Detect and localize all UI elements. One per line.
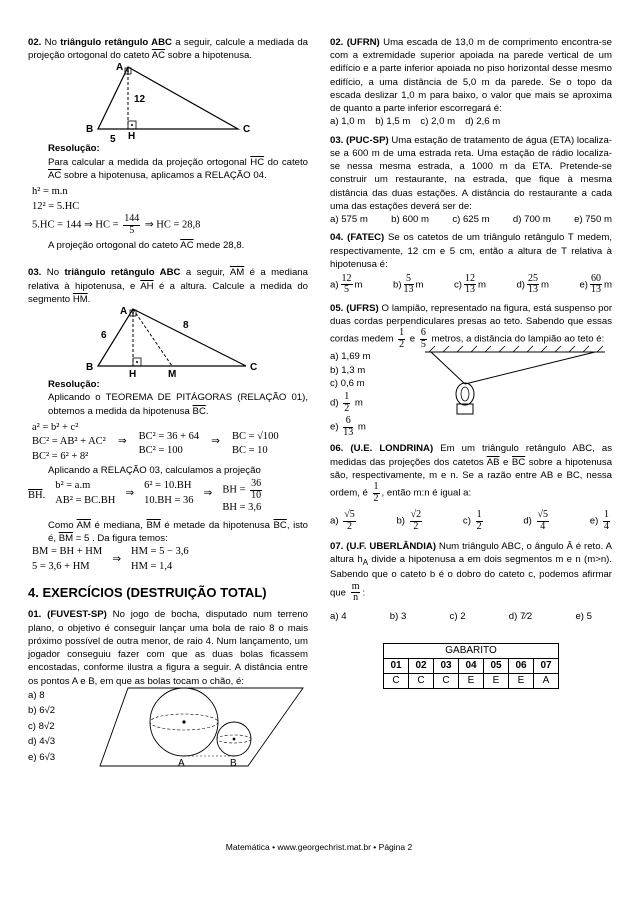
q03-resolution-text3: Como $\overline{AM}$ é mediana, $\overline{BM}$ é metade da hipotenusa $\overline{BC}$, isto é, $\overline{BM} = 5$ . Da figura temos: bbox=[48, 519, 308, 545]
e06-options: a) $\frac{√5}{2}$ b) $\frac{√2}{2}$ c) $\frac{1}{2}$ d) $\frac{√5}{4}$ e) $\frac{1}{4}$ bbox=[330, 509, 609, 532]
e07-options: a) 4 b) 3 c) 2 d) 7⁄2 e) 5 bbox=[330, 610, 592, 622]
e01-option-c: c) 8√2 bbox=[28, 720, 55, 732]
e01-label-B: B bbox=[230, 757, 237, 769]
q03-triangle-figure bbox=[28, 306, 308, 378]
gabarito-title: GABARITO bbox=[384, 643, 559, 658]
e05-lamp-figure bbox=[415, 338, 615, 418]
q02-triangle-figure bbox=[28, 62, 308, 142]
q03-label-A: A bbox=[120, 306, 128, 318]
q03-resolution-title: Resolução: bbox=[48, 379, 100, 391]
e01-option-b: b) 6√2 bbox=[28, 705, 56, 717]
page-footer: Matemática • www.georgechrist.mat.br • Página 2 bbox=[225, 842, 413, 852]
q02-label-C: C bbox=[243, 124, 251, 136]
q03-equations-1: a² = b² + c² BC² = AB² + AC² BC² = 6² + 8² ⇒ BC² = 36 + 64 BC² = 100 ⇒ BC = √100 BC = 10 bbox=[32, 421, 279, 462]
e04-options: a) $\frac{12}{5}$ m b) $\frac{5}{13}$ m c) $\frac{12}{13}$ m d) $\frac{25}{13}$ m e) $\frac{60}{13}$ m bbox=[330, 272, 612, 296]
e01-label-A: A bbox=[178, 757, 185, 769]
e07-statement: 07. (U.F. UBERLÂNDIA) Num triângulo ABC, o ângulo Â é reto. A altura $h_A$ divide a hipotenusa a em dois segmentos m e n (m>n). Sabendo que o cateto b é o dobro do cateto c, podemos afirmar que $\frac{m}{n}$ : bbox=[330, 541, 613, 604]
q03-triangle-svg bbox=[28, 306, 308, 378]
q03-label-C: C bbox=[250, 362, 258, 374]
e05-statement: 05. (UFRS) O lampião, representado na figura, está suspenso por duas cordas perpendiculares presas ao teto. Sabendo que essas cordas medem $\frac{1}{2}$ e $\frac{6}{5}$ metros, a distância do lampião ao teto é: bbox=[330, 302, 613, 350]
e01-statement: 01. (FUVEST-SP) No jogo de bocha, disputado num terreno plano, o objetivo é conseguir lançar uma bola de raio 8 o mais próximo possível de outra menor, de raio 4. Num lançamento, um jogador conseguiu fazer com que as duas bolas ficassem encostadas, conforme ilustra a figura a seguir. A distância entre os pontos A e B, em que as bolas tocam o chão, é: bbox=[28, 609, 309, 687]
q02-statement: 02. No triângulo retângulo ABC a seguir, calcule a mediada da projeção ortogonal do cateto $\overline{AC}$ sobre a hipotenusa. bbox=[28, 37, 308, 62]
e04-statement: 04. (FATEC) Se os catetos de um triângulo retângulo T medem, respectivamente, 12 cm e 5 cm, então a altura de T relativa à hipotenusa é: bbox=[330, 232, 612, 270]
q03-label-B: B bbox=[86, 362, 94, 374]
e01-option-e: e) 6√3 bbox=[28, 751, 56, 763]
q02-label-H: H bbox=[128, 131, 136, 143]
e06-statement: 06. (U.E. LONDRINA) Em um triângulo retângulo ABC, as medidas das projeções dos catetos $\overline{AB}$ e $\overline{BC}$ sobre a hipotenusa são, respectivamente, m e n. Se a razão entre AB e BC, nessa ordem, é $\frac{1}{2}$ , então m:n é igual a: bbox=[330, 443, 613, 504]
q02-label-A: A bbox=[116, 62, 124, 74]
e03-statement: 03. (PUC-SP) Uma estação de tratamento de água (ETA) localiza-se a 600 m de uma estrada reta. Uma estação de rádio localiza-se nessa mesma estrada, a 1000 m da ETA. Pretende-se construir um restaurante, na estrada, que fique à mesma distância das duas estações. A distância do restaurante a cada uma das estações deverá ser de: bbox=[330, 134, 613, 212]
q02-resolution-title: Resolução: bbox=[48, 143, 100, 155]
q03-resolution-text1: Aplicando o TEOREMA DE PITÁGORAS (RELAÇÃO 01), obtemos a medida da hipotenusa $\overline{BC}$. bbox=[48, 392, 308, 417]
q02-triangle-svg bbox=[28, 62, 308, 142]
e03-options: a) 575 m b) 600 m c) 625 m d) 700 m e) 750 m bbox=[330, 214, 612, 226]
q02-label-B: B bbox=[86, 124, 94, 136]
q03-equations-2: $\overline{BH}$. b² = a.m AB² = BC.BH ⇒ 6² = 10.BH 10.BH = 36 ⇒ BH = $\frac{36}{10}$ BH = 3,6 bbox=[28, 478, 262, 514]
e01-option-d: d) 4√3 bbox=[28, 736, 56, 748]
q03-resolution-text2: Aplicando a RELAÇÃO 03, calculamos a projeção bbox=[48, 465, 261, 477]
q03-label-M: M bbox=[168, 369, 177, 379]
q02-equations: h² = m.n 12² = 5.HC 5.HC = 144 ⇒ HC = $\frac{144}{5}$ ⇒ HC = 28,8 bbox=[32, 186, 201, 236]
q02-label-12: 12 bbox=[134, 94, 146, 106]
e01-option-a: a) 8 bbox=[28, 689, 45, 701]
e05-options: a) 1,69 m b) 1,3 m c) 0,6 m d) $\frac{1}{2}$ m e) $\frac{6}{13}$ m bbox=[330, 351, 371, 438]
q03-statement: 03. No triângulo retângulo ABC a seguir, $\overline{AM}$ é a mediana relativa à hipotenusa, e $\overline{AH}$ é a altura. Calcule a medida do segmento $\overline{HM}$. bbox=[28, 267, 309, 305]
e02-options: a) 1,0 m b) 1,5 m c) 2,0 m d) 2,6 m bbox=[330, 116, 501, 128]
e05-options-and-figure bbox=[330, 350, 612, 438]
q03-label-H: H bbox=[129, 369, 137, 379]
q03-equations-3: BM = BH + HM 5 = 3,6 + HM ⇒ HM = 5 − 3,6 HM = 1,4 bbox=[32, 546, 189, 572]
e01-options-and-figure bbox=[28, 688, 308, 770]
q03-label-8: 8 bbox=[183, 320, 189, 332]
q02-conclusion: A projeção ortogonal do cateto $\overline{AC}$ mede 28,8. bbox=[48, 240, 245, 252]
right-column bbox=[330, 36, 612, 689]
q02-resolution-text: Para calcular a medida da projeção ortogonal $\overline{HC}$ do cateto $\overline{AC}$ sobre a hipotenusa, aplicamos a RELAÇÃO 04. bbox=[48, 156, 308, 181]
q02-label-5: 5 bbox=[110, 134, 116, 143]
gabarito-table: GABARITO 01 02 03 04 05 06 07 C C C E E E A bbox=[383, 643, 559, 689]
section-4-title: 4. EXERCÍCIOS (DESTRUIÇÃO TOTAL) bbox=[28, 585, 267, 601]
q03-label-6: 6 bbox=[101, 330, 107, 342]
left-column bbox=[28, 36, 308, 770]
e02-statement: 02. (UFRN) Uma escada de 13,0 m de comprimento encontra-se com a extremidade superior apoiada na parede vertical de um edifício e a parte inferior apoiada no piso horizontal desse mesmo edifício, a uma distância de 5,0 m da parede. Se o topo da escada deslizar 1,0 m para baixo, o valor que mais se aproxima de quanto a parte inferior escorregará é: bbox=[330, 37, 613, 115]
e01-options bbox=[28, 688, 55, 766]
e01-bocha-figure bbox=[98, 682, 308, 770]
